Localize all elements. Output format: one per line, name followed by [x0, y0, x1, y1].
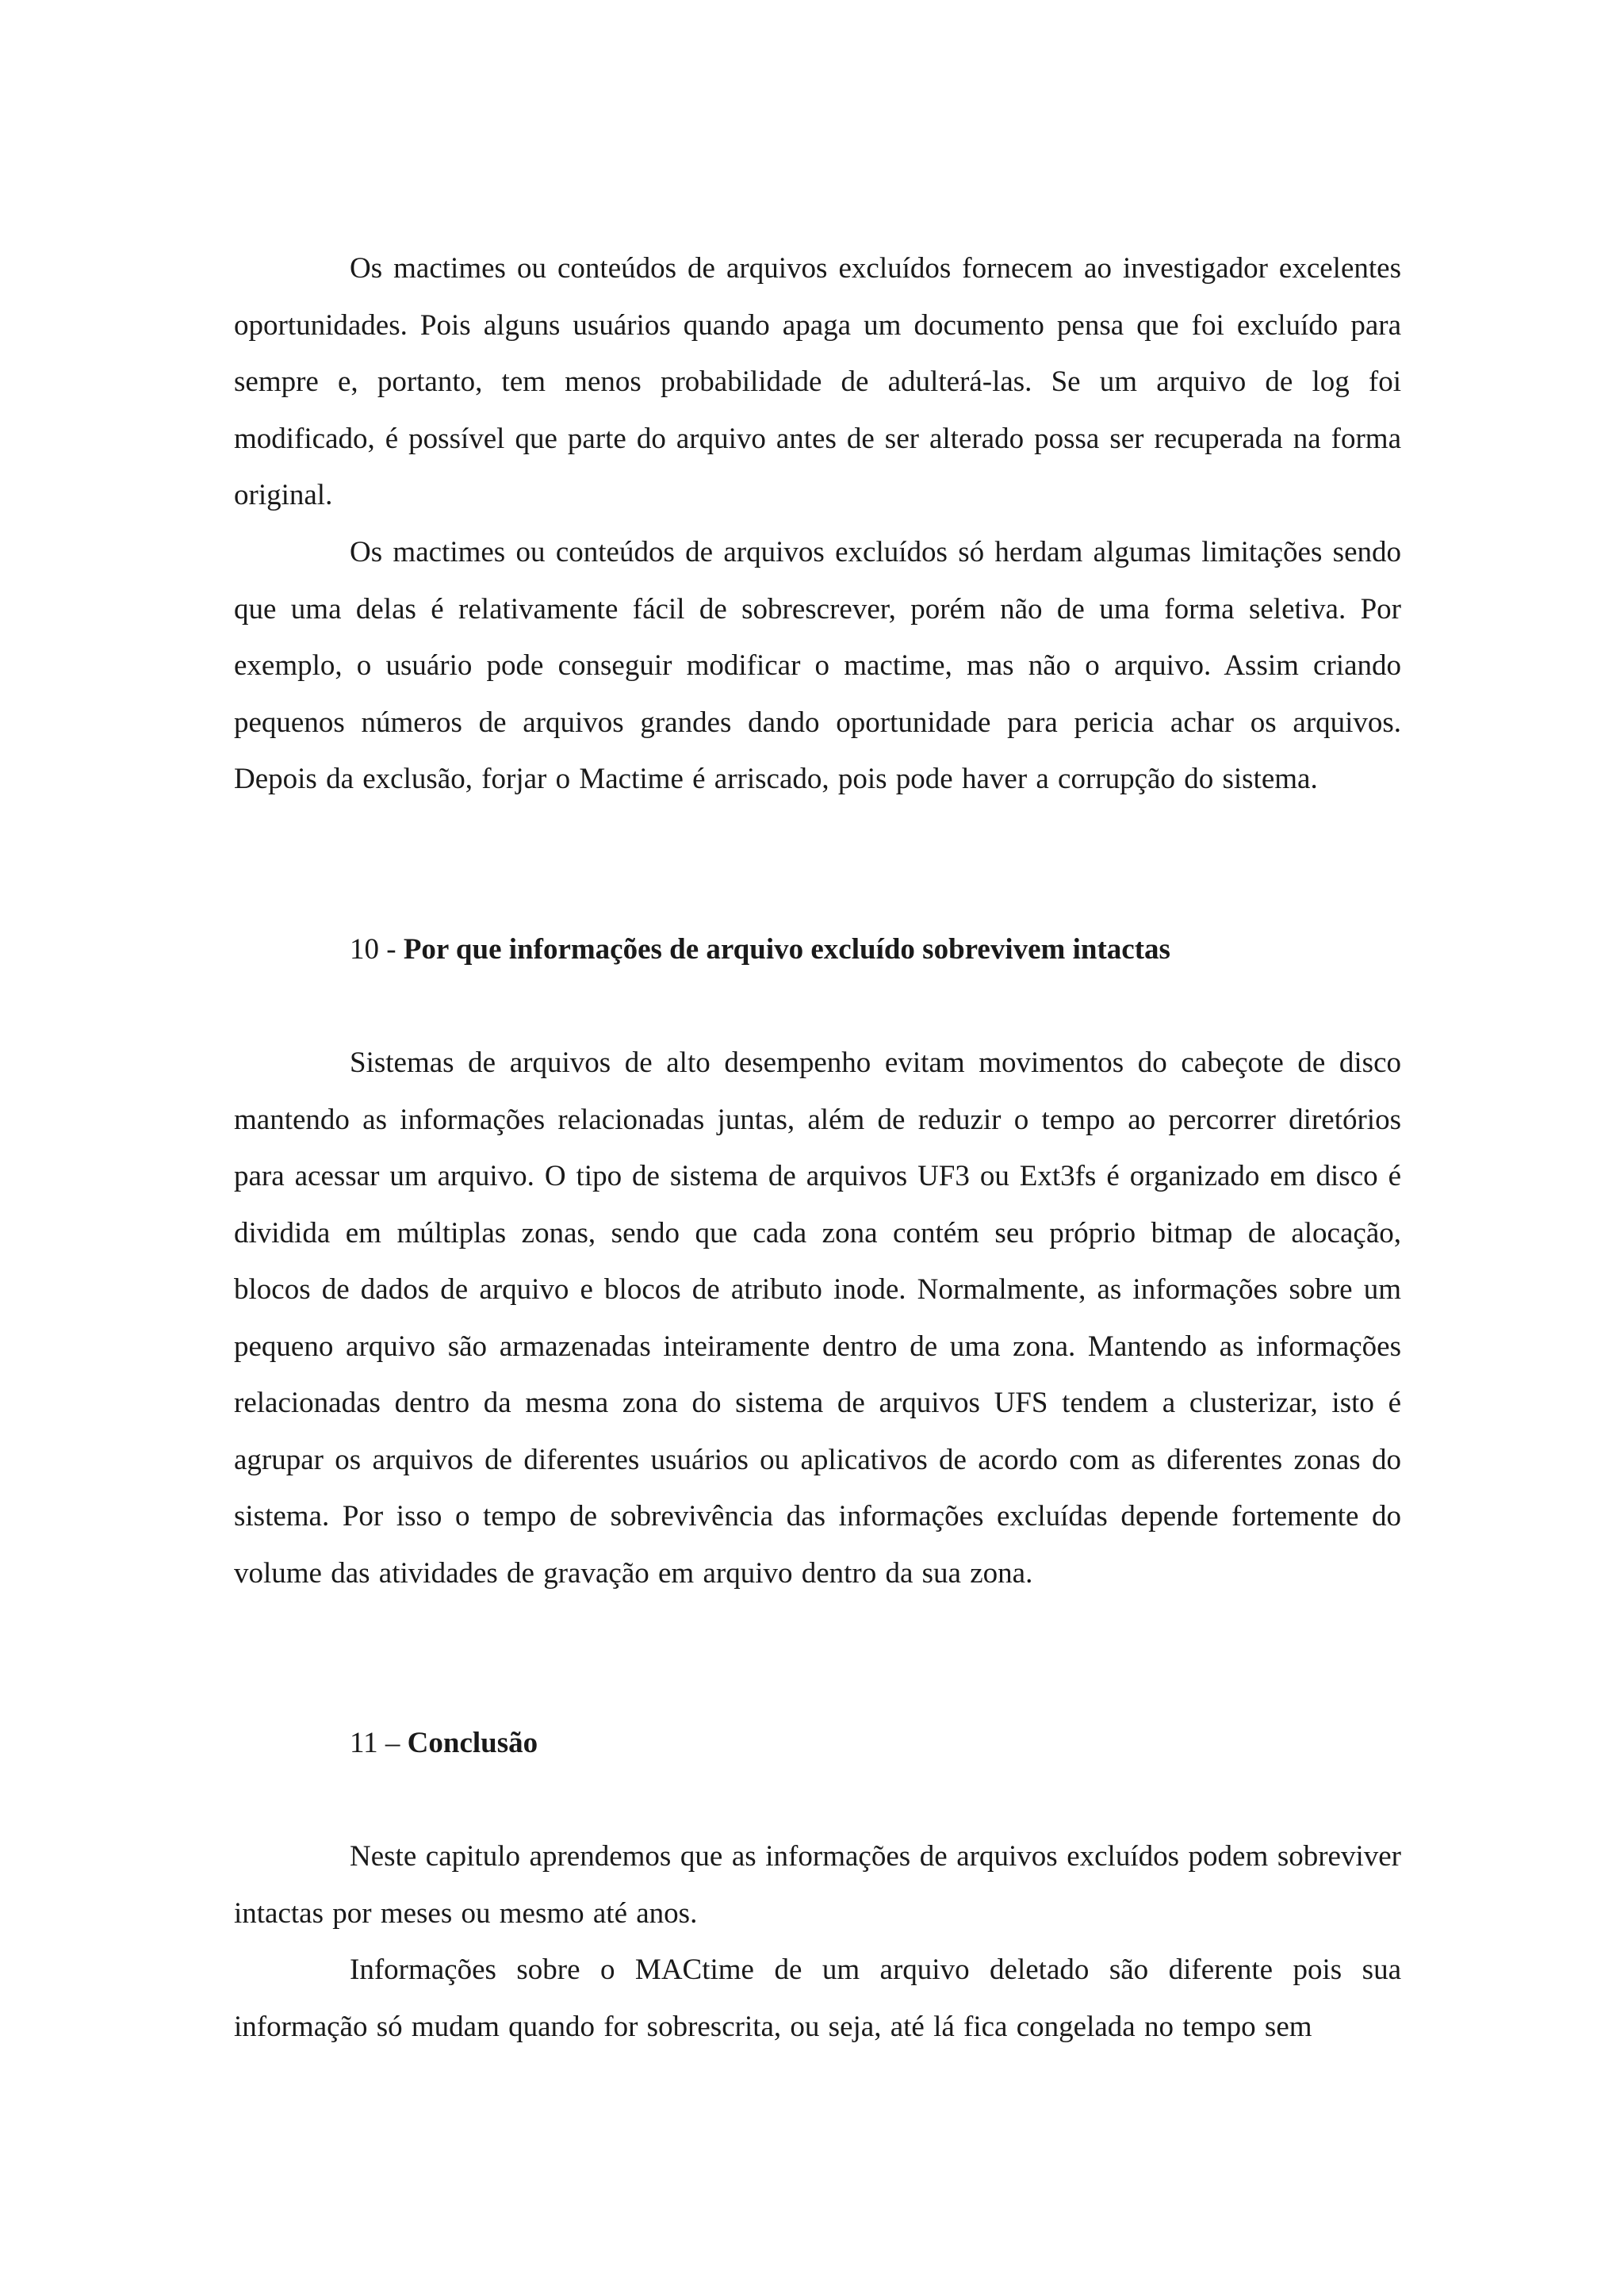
body-paragraph: Informações sobre o MACtime de um arquivo deletado são diferente pois sua informação só mudam quando for sobrescrita, ou seja, até lá fica congelada no tempo sem — [234, 1954, 1401, 2043]
body-paragraph: Os mactimes ou conteúdos de arquivos excluídos fornecem ao investigador excelentes oportunidades. Pois alguns usuários quando apaga um documento pensa que foi excluído para sempre e, portanto, tem menos probabilidade de adulterá-las. Se um arquivo de log foi modificado, é possível que parte do arquivo antes de ser alterado possa ser recuperada na forma original. — [234, 252, 1401, 511]
section-title: Conclusão — [407, 1727, 538, 1759]
section-number: 10 - — [350, 933, 404, 966]
body-paragraph: Sistemas de arquivos de alto desempenho evitam movimentos do cabeçote de disco mantendo as informações relacionadas juntas, além de reduzir o tempo ao percorrer diretórios para acessar um arquivo. O tipo de sistema de arquivos UF3 ou Ext3fs é organizado em disco é dividida em múltiplas zonas, sendo que cada zona contém seu próprio bitmap de alocação, blocos de dados de arquivo e blocos de atributo inode. Normalmente, as informações sobre um pequeno arquivo são armazenadas inteiramente dentro de uma zona. Mantendo as informações relacionadas dentro da mesma zona do sistema de arquivos UFS tendem a clusterizar, isto é agrupar os arquivos de diferentes usuários ou aplicativos de acordo com as diferentes zonas do sistema. Por isso o tempo de sobrevivência das informações excluídas depende fortemente do volume das atividades de gravação em arquivo dentro da sua zona. — [234, 1047, 1401, 1590]
body-paragraph: Os mactimes ou conteúdos de arquivos excluídos só herdam algumas limitações sendo que uma delas é relativamente fácil de sobrescrever, porém não de uma forma seletiva. Por exemplo, o usuário pode conseguir modificar o mactime, mas não o arquivo. Assim criando pequenos números de arquivos grandes dando oportunidade para pericia achar os arquivos. Depois da exclusão, forjar o Mactime é arriscado, pois pode haver a corrupção do sistema. — [234, 536, 1401, 795]
section-heading-10 — [350, 921, 1170, 978]
section-heading-11 — [350, 1715, 538, 1772]
section-number: 11 – — [350, 1727, 408, 1759]
section-title: Por que informações de arquivo excluído sobrevivem intactas — [403, 933, 1170, 966]
body-paragraph: Neste capitulo aprendemos que as informações de arquivos excluídos podem sobreviver intactas por meses ou mesmo até anos. — [234, 1840, 1401, 1930]
